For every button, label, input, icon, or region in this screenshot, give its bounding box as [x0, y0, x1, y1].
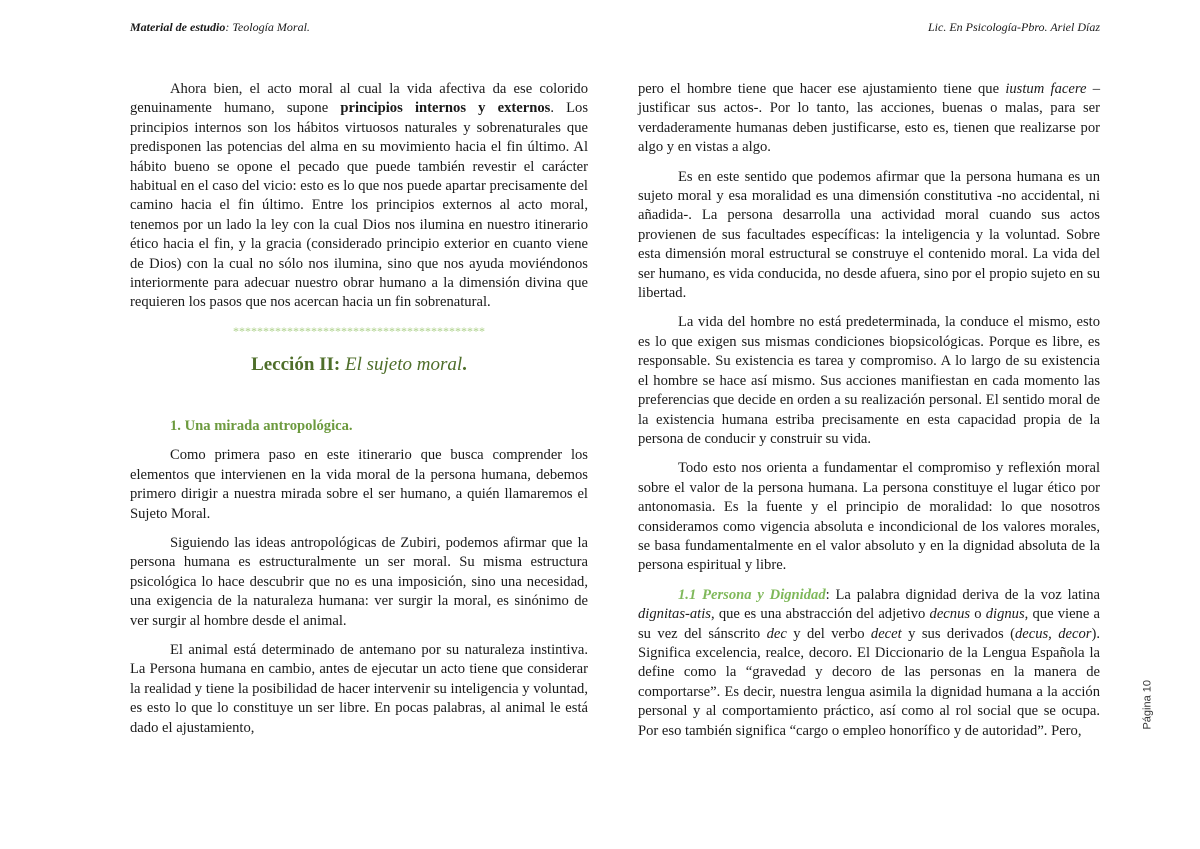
text-run: :	[825, 586, 830, 603]
text-run: , que es una abstracción del adjetivo	[710, 606, 930, 623]
lesson-title	[130, 353, 588, 377]
italic-term: dec	[766, 625, 787, 642]
separator-stars: ******************************************	[233, 323, 485, 338]
lesson-dot: .	[462, 353, 467, 375]
italic-term: decus, decor	[1014, 625, 1092, 642]
paragraph-vida-hombre: La vida del hombre no está predeterminada, la conduce el mismo, esto es lo que exigen sus mismas condiciones biopsicológicas. Porque es libre, es responsable. Su existencia es tarea y compromiso. A lo largo de su existencia el hombre se hace así mismo. Sus acciones manifiestan en cada momento las preferencias que decide en orden a su realización personal. El sentido moral de la existencia humana estriba precisamente en esta capacidad propia de la persona de conducir y construir su vida.	[638, 314, 1100, 447]
paragraph-animal: El animal está determinado de antemano por su naturaleza instintiva. La Persona humana en cambio, antes de ejecutar un acto tiene que considerar la realidad y tiene la posibilidad de hacer intervenir su inteligencia y voluntad, es esto lo que lo constituye un ser libre. En pocas palabras, al animal le está dado el ajustamiento,	[130, 641, 588, 736]
text-run: Ahora bien, el acto moral al cual la vida afectiva da ese colorido genuinamente humano, supone	[130, 81, 588, 117]
page-number: Página 10	[1142, 680, 1154, 730]
text-run: y sus derivados (	[901, 625, 1015, 642]
paragraph-primer-paso: Como primera paso en este itinerario que busca comprender los elementos que intervienen en la vida moral de la persona humana, debemos primero dirigir a nuestra mirada sobre el ser humano, a quién llamaremos el Sujeto Moral.	[130, 447, 588, 522]
text-run: , que viene a su vez del sánscrito	[638, 606, 1100, 642]
paragraph-zubiri: Siguiendo las ideas antropológicas de Zubiri, podemos afirmar que la persona humana es estructuralmente un ser moral. Su misma estructura psicológica lo hace descubrir que no es una imposición, sino una necesidad, una exigencia de la naturaleza humana: ver surgir la moral, es sinónimo de ver surgir al hombre desde el animal.	[130, 534, 588, 629]
section-heading: 1. Una mirada antropológica.	[170, 417, 353, 434]
text-run: ). Significa excelencia, realce, decoro. El Diccionario de la Lengua Española la define como la “gravedad y decoro de las personas en la manera de comportarse”. Es decir, nuestra lengua asimila la dignidad humana a la acción personal y al comportamiento práctico, así como al rol social que se ocupa. Por eso también significa “cargo o empleo honorífico y de autoridad”. Pero,	[638, 625, 1100, 739]
lesson-name: El sujeto moral	[345, 353, 463, 375]
text-run: La palabra dignidad deriva de la voz latina	[829, 586, 1100, 603]
italic-term: decet	[870, 625, 902, 642]
text-run: o	[970, 606, 986, 623]
header-course-name: : Teología Moral.	[225, 20, 310, 34]
header-author: Lic. En Psicología-Pbro. Ariel Díaz	[928, 20, 1100, 34]
paragraph-sujeto-moral: Es en este sentido que podemos afirmar que la persona humana es un sujeto moral y esa moralidad es una dimensión constitutiva -no accidental, ni añadida-. La persona desarrolla una actividad moral cuando sus actos provienen de sus facultades específicas: la inteligencia y la voluntad. Sobre esta dimensión moral estructural se construye el contenido moral. La vida del ser humano, es vida conducida, no desde afuera, sino por el propio sujeto en su libertad.	[638, 168, 1100, 302]
paragraph-compromiso: Todo esto nos orienta a fundamentar el compromiso y reflexión moral sobre el valor de la persona humana. La persona constituye el lugar ético por antonomasia. Es la fuente y el principio de moralidad: lo que nosotros consideramos como vigencia absoluta e incondicional de los valores morales, se basa fundamentalmente en el valor absoluto y en la dignidad absoluta de la persona espiritual y libre.	[638, 460, 1100, 574]
bold-principios: principios internos y externos	[340, 100, 551, 117]
header-left	[130, 20, 310, 35]
left-column	[130, 80, 588, 748]
paragraph-persona-dignidad	[638, 586, 1100, 741]
italic-term: decnus	[929, 606, 971, 623]
paragraph-iustum-facere	[638, 80, 1100, 158]
text-run: y del verbo	[786, 625, 871, 642]
text-run: –justificar sus actos-. Por lo tanto, las acciones, buenas o malas, para ser verdaderamente humanas deben justificarse, esto es, tienen que realizarse por algo y en vistas a algo.	[638, 81, 1100, 156]
subsection-heading: 1.1 Persona y Dignidad	[678, 586, 826, 603]
header-course-label: Material de estudio	[130, 20, 226, 34]
paragraph-acto-moral	[130, 80, 588, 313]
lesson-prefix: Lección II:	[251, 353, 345, 375]
right-column	[638, 80, 1100, 751]
text-run: . Los principios internos son los hábitos virtuosos naturales y sobrenaturales que predisponen las potencias del alma en su movimiento hacia el fin último. Al hábito bueno se opone el pecado que puede también revestir el carácter habitual en el caso del vicio: esto es lo que nos puede apartar precisamente del camino hacia el fin último. Entre los principios externos al acto moral, tenemos por un lado la ley con la cual Dios nos ilumina en nuestro itinerario ético hacia el fin, y la gracia (considerado principio exterior en cuanto viene de Dios) con la cual no sólo nos ilumina, sino que nos ayuda moviéndonos interiormente para adecuar nuestro obrar humano a la dimensión divina que requieren los pasos que nos acercan hacia un fin sobrenatural.	[130, 100, 589, 311]
italic-term: dignus	[985, 606, 1025, 623]
italic-term: iustum facere	[1005, 81, 1087, 97]
text-run: pero el hombre tiene que hacer ese ajustamiento tiene que	[638, 81, 1006, 97]
italic-term: dignitas-atis	[638, 606, 711, 623]
